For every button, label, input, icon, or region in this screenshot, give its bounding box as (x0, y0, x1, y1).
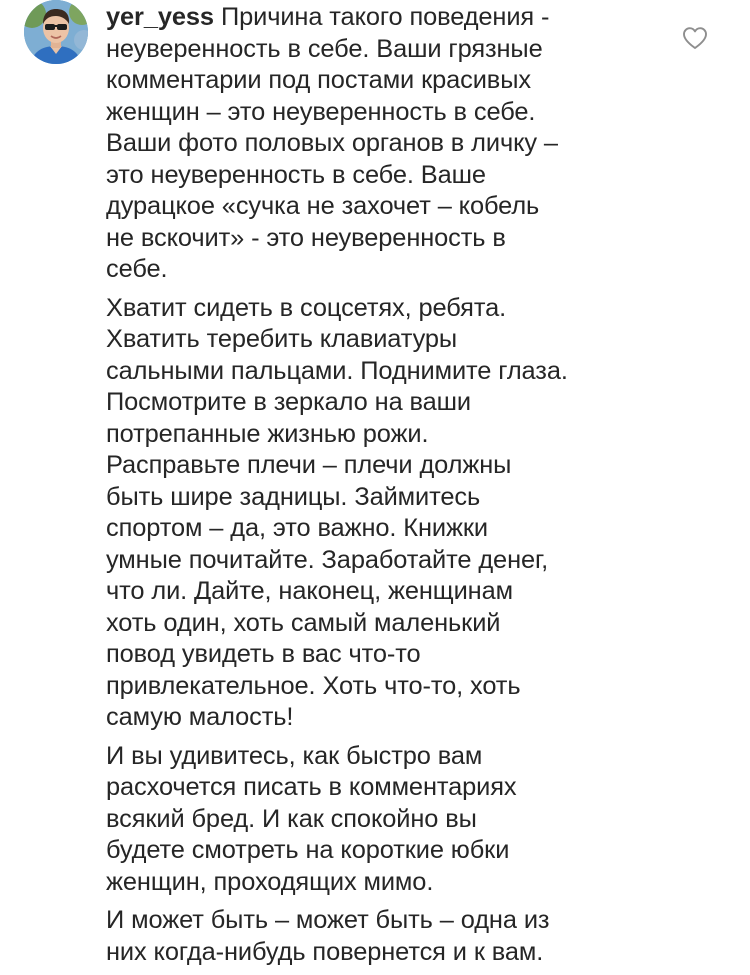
comment-paragraph (106, 2, 654, 286)
comment-paragraph: И вы удивитесь, как быстро вам расхочется писать в комментариях всякий бред. И как спокойно вы будете смотреть на короткие юбки женщин, проходящих мимо. (106, 741, 517, 896)
comment-paragraph: И может быть – может быть – одна из них когда-нибудь повернется и к вам. (106, 906, 550, 966)
comment-paragraph-text: Причина такого поведения - неуверенность в себе. Ваши грязные комментарии под постами красивых женщин – это неуверенность в себе. Ваши фото половых органов в личку – это неуверенность в себе. Ваше дурацкое «сучка не захочет – кобель не вскочит» - это неуверенность в себе. (106, 3, 558, 283)
comment-username[interactable]: yer_yess (106, 3, 214, 31)
comment-paragraph: Хватит сидеть в соцсетях, ребята. Хватить теребить клавиатуры сальными пальцами. Поднимите глаза. Посмотрите в зеркало на ваши потрепанные жизнью рожи. Расправьте плечи – плечи должны быть шире задницы. Займитесь спортом – да, это важно. Книжки умные почитайте. Заработайте денег, что ли. Дайте, наконец, женщинам хоть один, хоть самый маленький повод увидеть в вас что-то привлекательное. Хоть что-то, хоть самую малость! (106, 293, 568, 731)
heart-outline-icon[interactable] (682, 26, 708, 50)
comment-body (106, 2, 654, 975)
avatar[interactable] (24, 0, 88, 64)
user-avatar-image (24, 0, 88, 64)
